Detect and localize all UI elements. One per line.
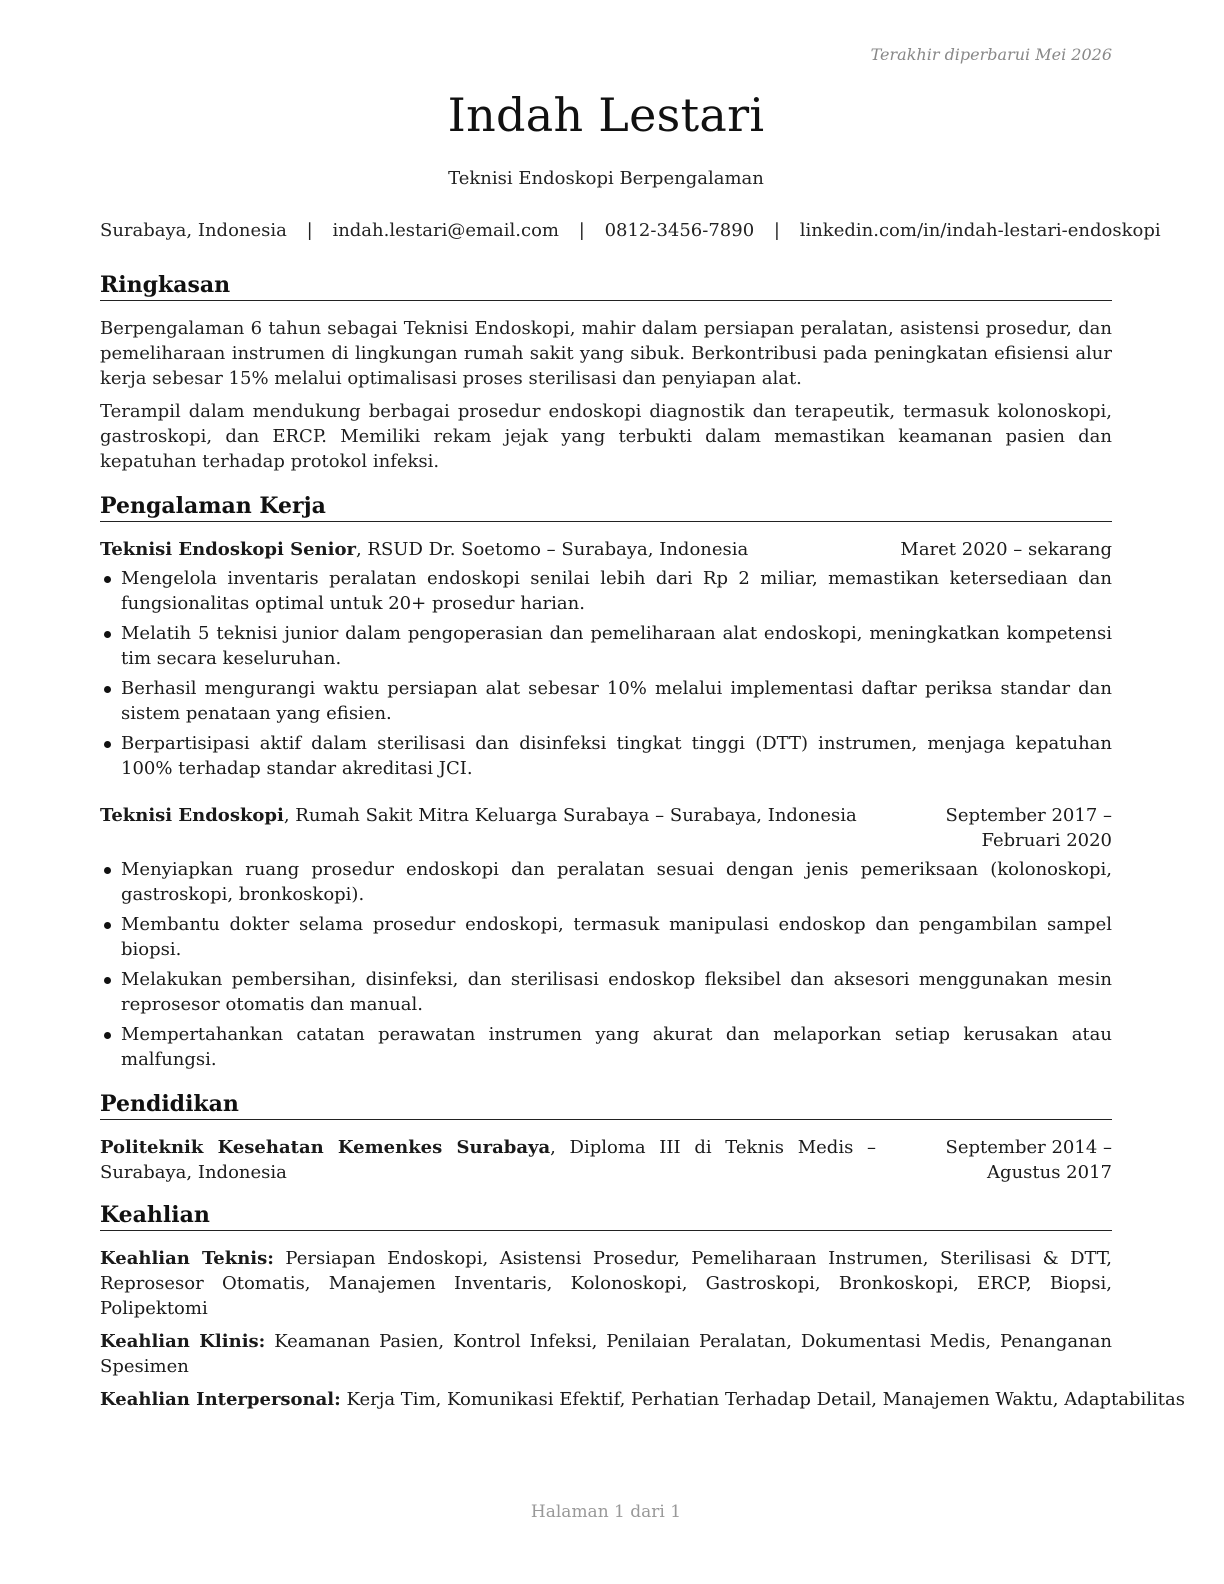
last-updated: Terakhir diperbarui Mei 2026	[870, 45, 1112, 64]
skill-group	[100, 1387, 1185, 1412]
job-org: , Rumah Sakit Mitra Keluarga Surabaya – Surabaya, Indonesia	[283, 805, 857, 826]
job-dates: Maret 2020 – sekarang	[900, 539, 1112, 560]
page-number: Halaman 1 dari 1	[530, 1502, 682, 1522]
summary-section	[100, 271, 1112, 474]
contact-location: Surabaya, Indonesia	[100, 220, 287, 241]
list-item: Berpartisipasi aktif dalam sterilisasi dan disinfeksi tingkat tinggi (DTT) instrumen, menjaga kepatuhan 100% terhadap standar akreditasi JCI.	[100, 731, 1112, 781]
contact-separator: |	[578, 220, 585, 241]
list-item: Melatih 5 teknisi junior dalam pengoperasian dan pemeliharaan alat endoskopi, meningkatkan kompetensi tim secara keseluruhan.	[100, 621, 1112, 671]
resume-page	[100, 0, 1185, 1584]
job-bullets	[100, 566, 1112, 781]
list-item: Mengelola inventaris peralatan endoskopi senilai lebih dari Rp 2 miliar, memastikan ketersediaan dan fungsionalitas optimal untuk 20+ prosedur harian.	[100, 566, 1112, 616]
education-detail: , Diploma III di Teknis Medis – Surabaya, Indonesia	[100, 1137, 877, 1183]
summary-paragraph: Berpengalaman 6 tahun sebagai Teknisi Endoskopi, mahir dalam persiapan peralatan, asistensi prosedur, dan pemeliharaan instrumen di lingkungan rumah sakit yang sibuk. Berkontribusi pada peningkatan efisiensi alur kerja sebesar 15% melalui optimalisasi proses sterilisasi dan penyiapan alat.	[100, 318, 1112, 389]
job-header	[100, 537, 1112, 562]
job-role: Teknisi Endoskopi	[100, 805, 284, 826]
list-item: Melakukan pembersihan, disinfeksi, dan sterilisasi endoskop fleksibel dan aksesori menggunakan mesin reprosesor otomatis dan manual.	[100, 967, 1112, 1017]
list-item: Berhasil mengurangi waktu persiapan alat sebesar 10% melalui implementasi daftar periksa standar dan sistem penataan yang efisien.	[100, 676, 1112, 726]
list-item: Membantu dokter selama prosedur endoskopi, termasuk manipulasi endoskop dan pengambilan sampel biopsi.	[100, 912, 1112, 962]
education-entry	[100, 1135, 1112, 1185]
skill-value: Persiapan Endoskopi, Asistensi Prosedur, Pemeliharaan Instrumen, Sterilisasi & DTT, Reprosesor Otomatis, Manajemen Inventaris, Kolonoskopi, Gastroskopi, Bronkoskopi, ERCP, Biopsi, Polipektomi	[100, 1248, 1112, 1319]
skill-label: Keahlian Teknis:	[100, 1248, 274, 1269]
candidate-tagline: Teknisi Endoskopi Berpengalaman	[448, 168, 764, 189]
skill-group	[100, 1246, 1112, 1321]
job-title-line	[100, 537, 892, 562]
education-dates: September 2014 – Agustus 2017	[945, 1137, 1112, 1183]
job-bullets	[100, 857, 1112, 1072]
experience-section	[100, 492, 1112, 1072]
education-line	[100, 1135, 876, 1185]
job-header	[100, 803, 1112, 853]
job-org: , RSUD Dr. Soetomo – Surabaya, Indonesia	[355, 539, 749, 560]
contact-email[interactable]: indah.lestari@email.com	[332, 220, 560, 241]
skills-section	[100, 1201, 1185, 1412]
skill-value: Kerja Tim, Komunikasi Efektif, Perhatian Terhadap Detail, Manajemen Waktu, Adaptabilitas	[340, 1389, 1185, 1410]
skill-label: Keahlian Klinis:	[100, 1331, 266, 1352]
education-school: Politeknik Kesehatan Kemenkes Surabaya	[100, 1137, 551, 1158]
contact-line	[100, 220, 1161, 241]
summary-title: Ringkasan	[100, 271, 1112, 301]
skill-group	[100, 1329, 1112, 1379]
candidate-name: Indah Lestari	[447, 88, 765, 142]
job-entry	[100, 803, 1112, 1072]
list-item: Menyiapkan ruang prosedur endoskopi dan peralatan sesuai dengan jenis pemeriksaan (kolonoskopi, gastroskopi, bronkoskopi).	[100, 857, 1112, 907]
contact-phone: 0812-3456-7890	[604, 220, 755, 241]
job-dates: September 2017 – Februari 2020	[945, 805, 1112, 851]
education-section	[100, 1090, 1112, 1185]
resume-body	[100, 271, 1185, 1412]
contact-separator: |	[773, 220, 780, 241]
skills-title: Keahlian	[100, 1201, 1112, 1231]
skill-value: Keamanan Pasien, Kontrol Infeksi, Penilaian Peralatan, Dokumentasi Medis, Penanganan Spesimen	[100, 1331, 1113, 1377]
job-title-line	[100, 803, 864, 828]
list-item: Mempertahankan catatan perawatan instrumen yang akurat dan melaporkan setiap kerusakan atau malfungsi.	[100, 1022, 1112, 1072]
skill-label: Keahlian Interpersonal:	[100, 1389, 341, 1410]
experience-title: Pengalaman Kerja	[100, 492, 1112, 522]
education-title: Pendidikan	[100, 1090, 1112, 1120]
summary-paragraph: Terampil dalam mendukung berbagai prosedur endoskopi diagnostik dan terapeutik, termasuk kolonoskopi, gastroskopi, dan ERCP. Memiliki rekam jejak yang terbukti dalam memastikan keamanan pasien dan kepatuhan terhadap protokol infeksi.	[100, 401, 1112, 472]
job-role: Teknisi Endoskopi Senior	[100, 539, 356, 560]
contact-separator: |	[306, 220, 313, 241]
contact-linkedin[interactable]: linkedin.com/in/indah-lestari-endoskopi	[799, 220, 1161, 241]
job-entry	[100, 537, 1112, 781]
